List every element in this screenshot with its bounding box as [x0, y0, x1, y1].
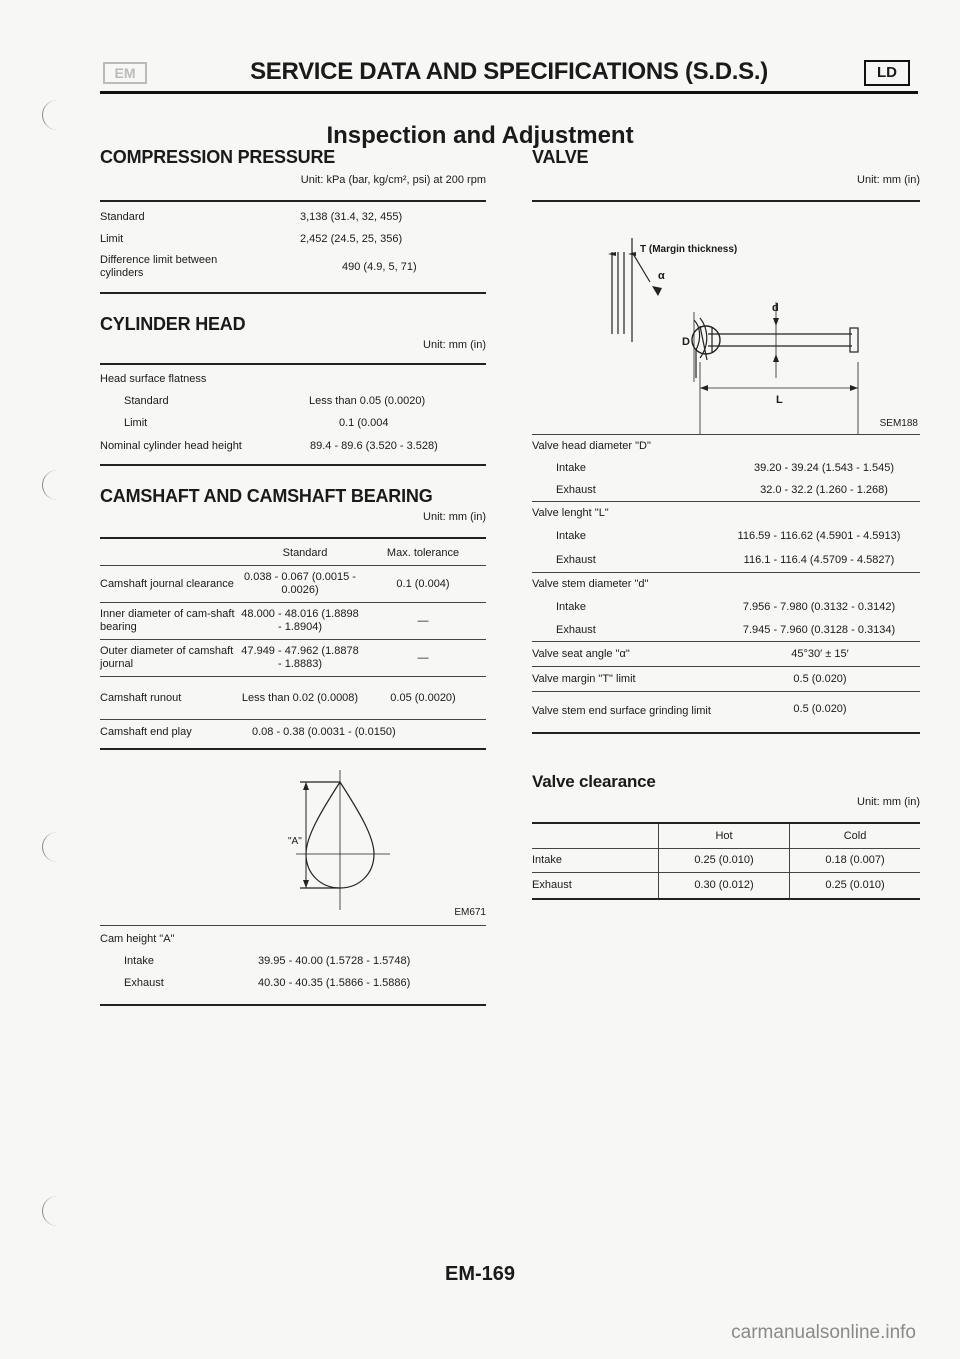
- compression-row: Difference limit between cylinders 490 (4.9, 5, 71): [100, 254, 417, 279]
- page-title: SERVICE DATA AND SPECIFICATIONS (S.D.S.): [250, 58, 768, 85]
- table-row: Inner diameter of cam-shaft bearing 48.000 - 48.016 (1.8898 - 1.8904) —: [100, 608, 429, 633]
- cylinder-head-section: CYLINDER HEAD Unit: mm (in) Head surface flatness Standard Less than 0.05 (0.0020) Limit 0.1 (0.004 Nominal cylinder head height 89.4 - 89.6 (3.520 - 3.528): [100, 314, 486, 466]
- header-rule: [100, 91, 918, 94]
- valve-label-stem: d: [772, 302, 779, 314]
- camshaft-heading: CAMSHAFT AND CAMSHAFT BEARING: [100, 486, 433, 506]
- table-row: Exhaust 0.30 (0.012) 0.25 (0.010): [532, 872, 920, 898]
- valve-clearance-heading: Valve clearance: [532, 772, 656, 791]
- section-tag-left: EM: [103, 62, 147, 84]
- valve-figure-code: SEM188: [879, 418, 918, 429]
- table-row: Intake 0.25 (0.010) 0.18 (0.007): [532, 848, 920, 872]
- table-row: Outer diameter of camshaft journal 47.949 - 47.962 (1.8878 - 1.8883) —: [100, 645, 429, 670]
- cam-label-a: "A": [288, 836, 302, 847]
- camshaft-unit: Unit: mm (in): [423, 511, 486, 523]
- valve-clearance-unit: Unit: mm (in): [857, 796, 920, 808]
- table-row: Camshaft runout Less than 0.02 (0.0008) 0.05 (0.0020): [100, 691, 456, 704]
- table-row: Camshaft journal clearance 0.038 - 0.067 (0.0015 - 0.0026) 0.1 (0.004): [100, 571, 450, 596]
- table-row: Camshaft end play 0.08 - 0.38 (0.0031 - (0.0150): [100, 726, 396, 738]
- page-number: EM-169: [444, 1263, 516, 1285]
- valve-label-margin: T (Margin thickness): [640, 244, 738, 255]
- compression-section: [100, 147, 486, 294]
- valve-clearance-table: [532, 824, 920, 898]
- section-subtitle: Inspection and Adjustment: [326, 122, 634, 149]
- cam-figure-code: EM671: [454, 907, 486, 918]
- binder-hole: [42, 832, 73, 862]
- compression-row: Limit 2,452 (24.5, 25, 356): [100, 233, 403, 245]
- table-header-row: Hot Cold: [532, 824, 920, 848]
- compression-unit: Unit: kPa (bar, kg/cm², psi) at 200 rpm: [300, 174, 486, 186]
- valve-label-head: D: [682, 336, 690, 348]
- cylinder-head-unit: Unit: mm (in): [423, 339, 486, 351]
- valve-heading: VALVE: [532, 147, 589, 167]
- valve-section: VALVE Unit: mm (in) T (Margin thickness) α d D L SEM188 Valve head diameter "D" Intake 39.20 - 39.24 (1.543 - 1.545) Exhaust 32.0 - 32.2 (1.260 - 1.268) Valve lenght "L" Intake 116.59 - 116.62 (4.5901 - 4.5913) Exhaust 116.1 - 116.4 (4.5709 - 4.5827) Valve stem diameter "d" Intake 7.956 - 7.980 (0.3132 - 0.3142) Exhaust 7.945 - 7.960 (0.3128 - 0.3134) Valve seat angle "α" 45°30′ ± 15′ Valve margin "T" limit 0.5 (0.020) Valve stem end surface grinding limit 0.5 (0.020): [532, 147, 920, 734]
- watermark-text: carmanualsonline.info: [731, 1322, 916, 1343]
- binder-hole: [42, 470, 73, 500]
- valve-clearance-section: [532, 772, 920, 900]
- camshaft-table-header: Standard Max. tolerance: [282, 547, 460, 559]
- cam-figure: [100, 750, 486, 925]
- compression-heading: COMPRESSION PRESSURE: [100, 147, 336, 167]
- section-tag-right: LD: [864, 60, 910, 86]
- valve-label-length: L: [776, 394, 783, 406]
- valve-unit: Unit: mm (in): [857, 174, 920, 186]
- camshaft-section: CAMSHAFT AND CAMSHAFT BEARING Unit: mm (in) Standard Max. tolerance Camshaft journal clearance 0.038 - 0.067 (0.0015 - 0.0026) 0.1 (0.004) Inner diameter of cam-shaft bearing 48.000 - 48.016 (1.8898 - 1.8904) — Outer diameter of camshaft journal 47.949 - 47.962 (1.8878 - 1.8883) — Camshaft runout Less than 0.02 (0.0008) 0.05 (0.0020) Camshaft end play 0.08 - 0.38 (0.0031 - (0.0150) "A" EM671 Cam height "A" Intake 39.95 - 40.00 (1.5728 - 1.5748) Exhaust 40.30 - 40.35 (1.5866 - 1.5886): [100, 486, 486, 1006]
- valve-label-alpha: α: [658, 270, 665, 282]
- page-header: [100, 56, 918, 96]
- valve-figure: [532, 202, 920, 434]
- valve-diagram: [532, 202, 920, 434]
- compression-row: Standard 3,138 (31.4, 32, 455): [100, 211, 403, 223]
- binder-hole: [42, 1196, 73, 1226]
- cylinder-head-heading: CYLINDER HEAD: [100, 314, 246, 334]
